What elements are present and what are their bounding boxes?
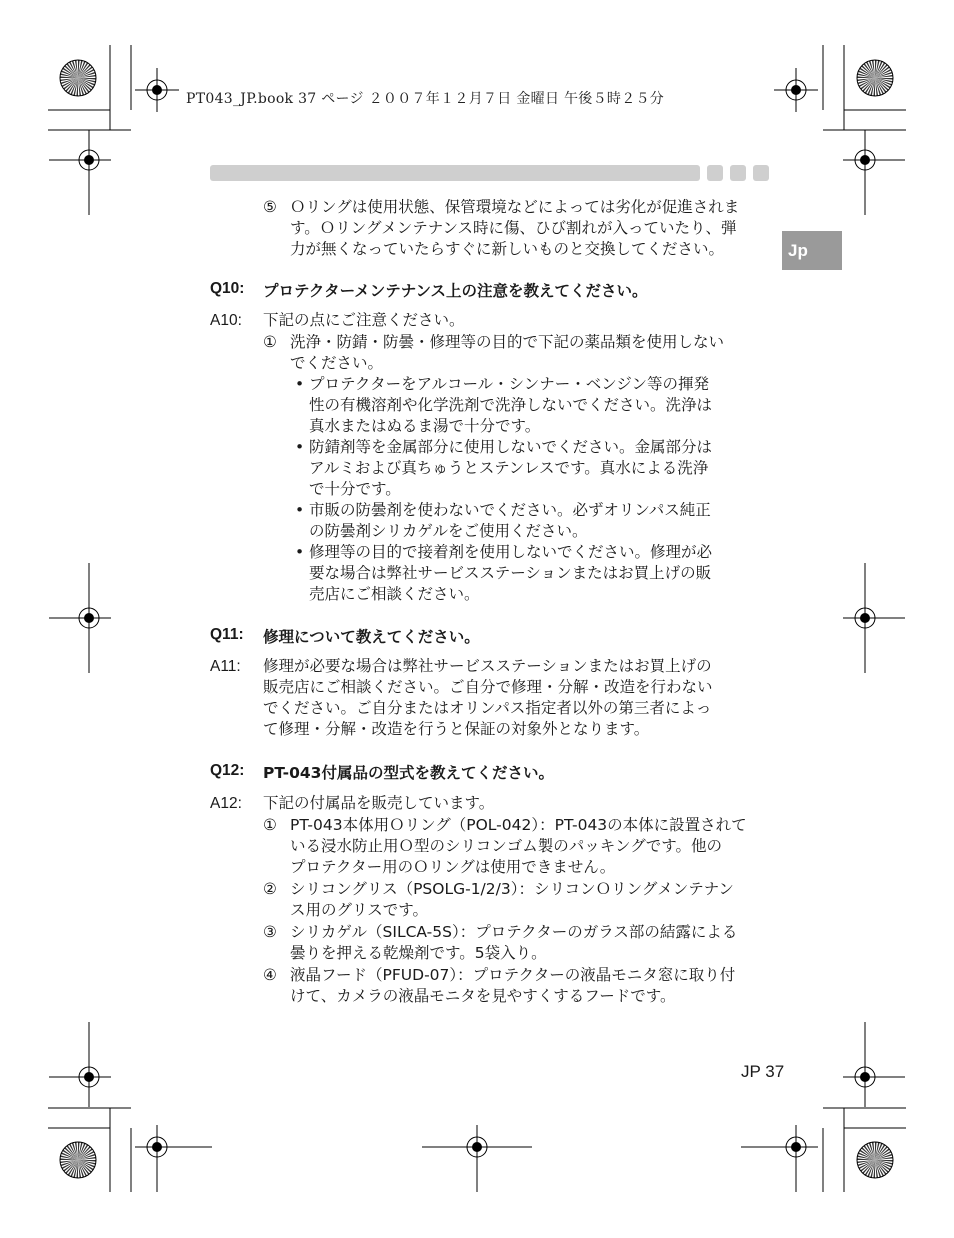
body-line: 売店にご相談ください。	[309, 585, 480, 603]
body-line: 洗浄・防錆・防曇・修理等の目的で下記の薬品類を使用しない	[290, 333, 725, 351]
body-line: 市販の防曇剤を使わないでください。必ずオリンパス純正	[309, 501, 711, 519]
question-label: Q12:	[210, 762, 245, 779]
body-line: PT-043本体用Ｏリング（POL-042）：PT-043の本体に設置されて	[290, 816, 747, 834]
section-square	[707, 165, 723, 181]
item-number: ⑤	[263, 198, 277, 216]
question-text: 修理について教えてください。	[263, 628, 480, 646]
body-line: 力が無くなっていたらすぐに新しいものと交換してください。	[290, 240, 725, 258]
body-line: 液晶フード（PFUD-07）：プロテクターの液晶モニタ窓に取り付	[290, 966, 736, 984]
answer-label: A11:	[210, 658, 241, 675]
item-number: ④	[263, 966, 277, 984]
registration-starburst	[857, 1142, 893, 1178]
body-line: Ｏリングは使用状態、保管環境などによっては劣化が促進されま	[290, 198, 740, 216]
body-line: 防錆剤等を金属部分に使用しないでください。金属部分は	[309, 438, 713, 456]
body-line: 下記の点にご注意ください。	[263, 311, 465, 329]
question-text: PT-043付属品の型式を教えてください。	[263, 764, 554, 782]
bullet-mark: •	[295, 501, 305, 519]
section-square	[753, 165, 769, 181]
language-tab: Jp	[782, 231, 842, 270]
body-line: す。Ｏリングメンテナンス時に傷、ひび割れが入っていたり、弾	[290, 219, 737, 237]
section-bar	[210, 165, 700, 181]
body-line: の防曇剤シリカゲルをご使用ください。	[309, 522, 588, 540]
body-line: アルミおよび真ちゅうとステンレスです。真水による洗浄	[309, 459, 709, 477]
body-line: て修理・分解・改造を行うと保証の対象外となります。	[263, 720, 650, 738]
registration-starburst	[857, 60, 893, 96]
body-line: 要な場合は弊社サービスステーションまたはお買上げの販	[309, 564, 712, 582]
body-line: シリカゲル（SILCA-5S）：プロテクターのガラス部の結露による	[290, 923, 738, 941]
body-line: 真水またはぬるま湯で十分です。	[309, 417, 541, 435]
print-header: PT043_JP.book 37 ページ ２００７年１２月７日 金曜日 午後５時２５分	[186, 91, 665, 107]
body-line: けて、カメラの液晶モニタを見やすくするフードです。	[290, 987, 676, 1005]
item-number: ②	[263, 880, 277, 898]
item-number: ①	[263, 816, 277, 834]
bullet-mark: •	[295, 543, 305, 561]
section-square	[730, 165, 746, 181]
body-line: いる浸水防止用Ｏ型のシリコンゴム製のパッキングです。他の	[290, 837, 722, 855]
body-line: 修理が必要な場合は弊社サービスステーションまたはお買上げの	[263, 657, 712, 675]
body-line: 性の有機溶剤や化学洗剤で洗浄しないでください。洗浄は	[309, 396, 713, 414]
registration-starburst	[60, 1142, 96, 1178]
body-line: でください。ご自分またはオリンパス指定者以外の第三者によっ	[263, 699, 712, 717]
body-line: 曇りを押える乾燥剤です。5袋入り。	[290, 944, 547, 962]
body-line: プロテクターをアルコール・シンナー・ベンジン等の揮発	[309, 375, 709, 393]
question-label: Q10:	[210, 280, 245, 297]
body-line: で十分です。	[309, 480, 401, 498]
body-line: でください。	[290, 354, 384, 372]
item-number: ①	[263, 333, 277, 351]
question-label: Q11:	[210, 626, 244, 643]
body-line: 修理等の目的で接着剤を使用しないでください。修理が必	[309, 543, 713, 561]
body-line: シリコングリス（PSOLG-1/2/3）：シリコンＯリングメンテナン	[290, 880, 734, 898]
body-line: 販売店にご相談ください。ご自分で修理・分解・改造を行わない	[263, 678, 713, 696]
item-number: ③	[263, 923, 277, 941]
question-text: プロテクターメンテナンス上の注意を教えてください。	[263, 282, 648, 300]
page-number: JP 37	[741, 1062, 785, 1081]
body-line: ス用のグリスです。	[290, 901, 428, 919]
body-line: 下記の付属品を販売しています。	[263, 794, 495, 812]
answer-label: A10:	[210, 312, 242, 329]
bullet-mark: •	[295, 438, 305, 456]
bullet-mark: •	[295, 375, 305, 393]
body-line: プロテクター用のＯリングは使用できません。	[290, 858, 616, 876]
registration-starburst	[60, 60, 96, 96]
answer-label: A12:	[210, 795, 242, 812]
